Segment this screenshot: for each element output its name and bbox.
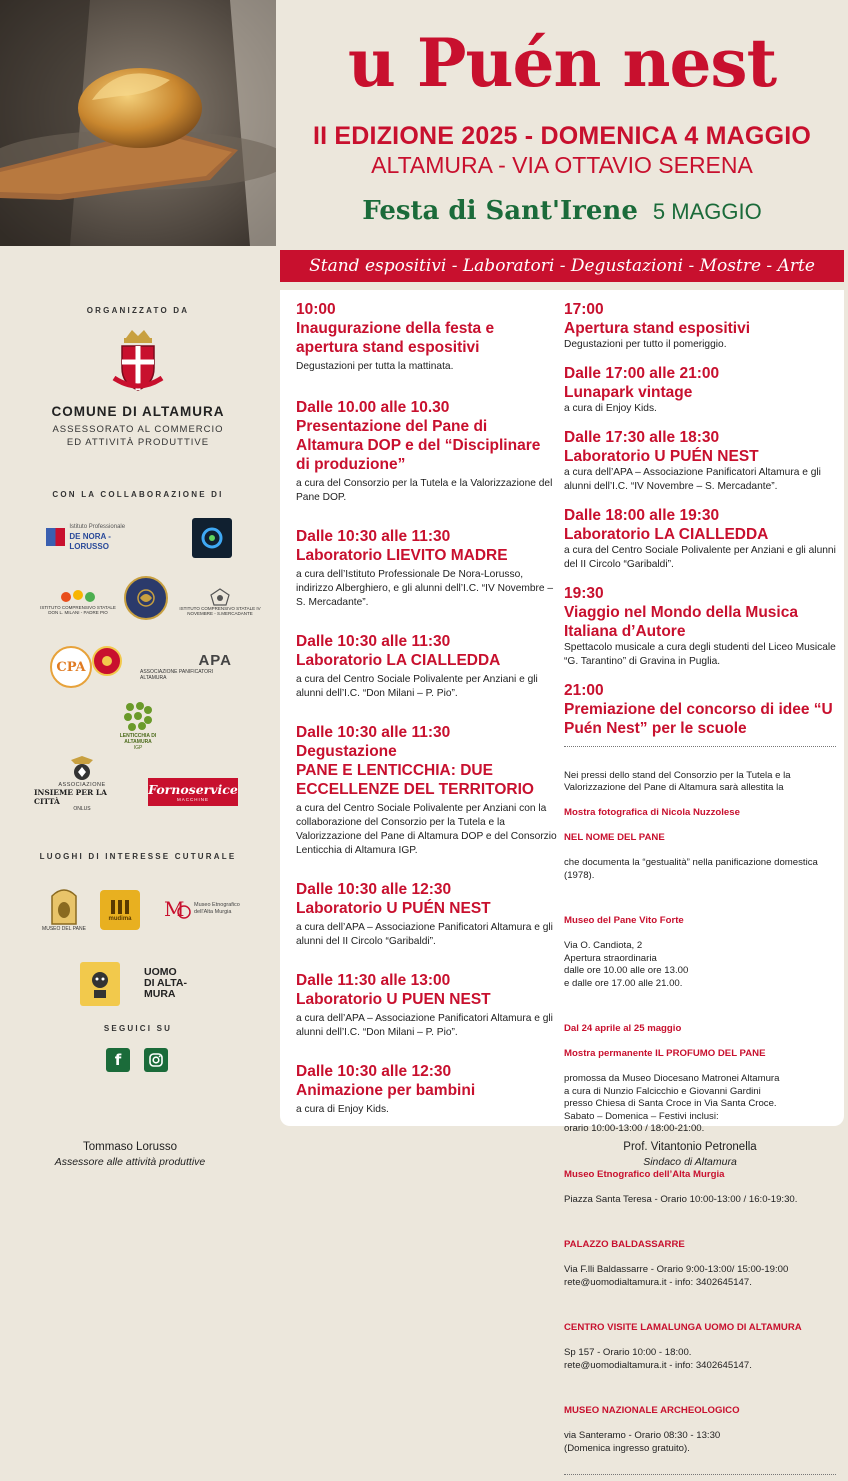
event-time: Dalle 10:30 alle 11:30	[296, 724, 451, 741]
ic-milani-padre-pio-logo	[34, 580, 122, 622]
edition-line: II EDIZIONE 2025 - DOMENICA 4 MAGGIO	[312, 122, 812, 150]
event-title: Animazione per bambini	[296, 1082, 476, 1099]
event-desc: a cura dell’APA – Associazione Panificatori Altamura e gli alunni dell’I.C. “Don Milani – P. Pio”.	[296, 1013, 553, 1038]
altamura-coat-of-arms-icon	[108, 328, 168, 394]
footer	[0, 1130, 848, 1200]
event-time: Dalle 11:30 alle 13:00	[296, 972, 451, 989]
event-time: Dalle 10:30 alle 12:30	[296, 881, 452, 898]
event-title: Viaggio nel Mondo della Musica Italiana d’Autore	[564, 604, 798, 640]
palazzo-title: PALAZZO BALDASSARRE	[564, 1239, 685, 1250]
mostra-subtitle: NEL NOME DEL PANE	[564, 832, 665, 843]
event-desc: a cura di Enjoy Kids.	[296, 1104, 389, 1115]
event-desc: a cura del Consorzio per la Tutela e la Valorizzazione del Pane DOP.	[296, 478, 553, 503]
event-title: Laboratorio LA CIALLEDDA	[564, 526, 769, 543]
event-title: Laboratorio U PUÉN NEST	[564, 448, 759, 465]
event-time: Dalle 10:30 alle 11:30	[296, 528, 451, 545]
insieme-text-3: ONLUS	[73, 806, 91, 812]
ic-iv-novembre-logo	[178, 582, 262, 622]
insieme-per-la-citta-logo	[34, 756, 130, 812]
luoghi-heading: LUOGHI DI INTERESSE CUTURALE	[39, 852, 237, 861]
assessore-role: Assessore alle attività produttive	[54, 1156, 206, 1168]
event-item	[564, 506, 836, 572]
centro-title: CENTRO VISITE LAMALUNGA UOMO DI ALTAMURA	[564, 1322, 802, 1333]
event-desc: a cura del Centro Sociale Polivalente per Anziani e gli alunni dell’I.C. “Don Milani – P. Pio”.	[296, 674, 538, 699]
lenticchia-text: LENTICCHIA DI ALTAMURA	[119, 733, 157, 745]
etno-desc: Piazza Santa Teresa - Orario 10:00-13:00 / 16:0-19:30.	[564, 1193, 798, 1205]
event-time: Dalle 10:30 alle 12:30	[296, 1063, 452, 1080]
event-item	[296, 300, 558, 374]
event-item	[296, 971, 558, 1040]
event-item	[564, 584, 836, 669]
assessorato-line-2: ED ATTIVITÀ PRODUTTIVE	[66, 437, 210, 448]
svg-text:M: M	[164, 897, 185, 921]
apa-sub-text: ASSOCIAZIONE PANIFICATORI ALTAMURA	[140, 668, 214, 681]
event-title-2: PANE E LENTICCHIA: DUE ECCELLENZE DEL TERRITORIO	[296, 762, 534, 798]
lenticchia-logo	[110, 698, 166, 754]
consorzio-seal-icon	[124, 576, 168, 620]
festa-line	[276, 196, 848, 226]
event-desc: a cura dell’APA – Associazione Panificatori Altamura e gli alunni del II Circolo “Garibaldi”.	[296, 922, 553, 947]
morning-program	[296, 300, 558, 1117]
profumo-title: Mostra permanente IL PROFUMO DEL PANE	[564, 1048, 766, 1059]
museo-pane-text: MUSEO DEL PANE	[42, 926, 86, 932]
palazzo-desc: Via F.lli Baldassarre - Orario 9:00-13:00/ 15:00-19:00 rete@uomodialtamura.it - info: 3402645147.	[564, 1264, 789, 1288]
event-time: 17:00	[564, 301, 604, 318]
event-title: Lunapark vintage	[564, 384, 693, 401]
afternoon-program	[564, 300, 836, 1481]
festa-title: Festa di Sant'Irene	[362, 196, 638, 226]
event-item	[296, 723, 558, 858]
event-title: Laboratorio LA CIALLEDDA	[296, 652, 501, 669]
sidebar	[0, 290, 276, 1110]
event-time: Dalle 10:30 alle 11:30	[296, 633, 451, 650]
ic1-text: ISTITUTO COMPRENSIVO STATALE DON L. MILANI - PADRE PIO	[40, 604, 116, 615]
profumo-date: Dal 24 aprile al 25 maggio	[564, 1023, 682, 1034]
event-title: Laboratorio LIEVITO MADRE	[296, 547, 508, 564]
museo-pane-desc: Via O. Candiota, 2 Apertura straordinaria dalle ore 10.00 alle ore 13.00 e dalle ore 17.00 alle 21.00.	[564, 940, 689, 989]
archeo-title: MUSEO NAZIONALE ARCHEOLOGICO	[564, 1405, 740, 1416]
seguici-heading: SEGUICI SU	[103, 1024, 173, 1033]
signature-left	[40, 1140, 220, 1170]
mostra-title: Mostra fotografica di Nicola Nuzzolese	[564, 807, 740, 818]
festa-date: 5 MAGGIO	[652, 199, 762, 224]
apa-logo	[140, 648, 248, 684]
event-title: Premiazione del concorso di idee “U Puén Nest” per le scuole	[564, 701, 833, 737]
event-desc: Spettacolo musicale a cura degli studenti del Liceo Musicale “G. Tarantino” di Gravina in Puglia.	[564, 642, 836, 667]
cpa-logo	[50, 646, 92, 688]
event-title: Degustazione	[296, 743, 397, 760]
comune-name: COMUNE DI ALTAMURA	[51, 404, 225, 419]
event-desc: a cura dell’Istituto Professionale De Nora-Lorusso, indirizzo Alberghiero, e gli alunni dell’I.C. “IV Novembre – S. Mercadante”.	[296, 569, 554, 608]
ic2-text: ISTITUTO COMPRENSIVO STATALE IV NOVEMBRE - S.MERCADANTE	[179, 605, 261, 616]
mudima-logo	[100, 890, 140, 930]
school-emblem-icon	[192, 518, 232, 558]
event-desc: a cura del Centro Sociale Polivalente per Anziani e gli alunni del II Circolo “Garibaldi”.	[564, 545, 836, 570]
event-title: Apertura stand espositivi	[564, 320, 751, 337]
event-item	[296, 632, 558, 701]
insieme-text-1: ASSOCIAZIONE	[58, 782, 106, 788]
activities-banner: Stand espositivi - Laboratori - Degustazioni - Mostre - Arte	[280, 250, 844, 282]
fornoservice-logo	[148, 778, 238, 806]
event-title: Laboratorio U PUEN NEST	[296, 991, 491, 1008]
facebook-icon[interactable]: f	[106, 1048, 130, 1072]
info-section	[564, 757, 836, 1468]
event-time: 19:30	[564, 585, 604, 602]
event-title: Presentazione del Pane di Altamura DOP e del “Disciplinare di produzione”	[296, 418, 541, 473]
lenticchia-igp: IGP	[133, 745, 143, 751]
event-title: Inaugurazione della festa e apertura stand espositivi	[296, 320, 495, 356]
museo-etnografico-logo	[162, 892, 252, 926]
event-item	[564, 300, 836, 352]
event-title: Laboratorio U PUÉN NEST	[296, 900, 491, 917]
cpa-text: CPA	[56, 659, 86, 675]
event-desc: a cura dell’APA – Associazione Panificatori Altamura e gli alunni dell’I.C. “IV Novembre – S. Mercadante”.	[564, 467, 821, 492]
profumo-desc: promossa da Museo Diocesano Matronei Altamura a cura di Nunzio Falcicchio e Giovanni Gardini presso Chiesa di Santa Croce in Via Santa Croce. Sabato – Domenica – Festivi inclusi: orario 10:00-13:00 / 18:00-21:00.	[564, 1073, 780, 1134]
event-desc: a cura del Centro Sociale Polivalente per Anziani con la collaborazione del Consorzio per la Tutela e la Valorizzazione del Pane di Altamura DOP e del Consorzio Lenticchia di Altamura IGP.	[296, 803, 557, 856]
info-intro: Nei pressi dello stand del Consorzio per la Tutela e la Valorizzazione del Pane di Altamura sarà allestita la	[564, 769, 791, 793]
event-time: 10:00	[296, 301, 336, 318]
denora-lorusso-logo	[46, 524, 150, 550]
altamura-mascot-icon	[80, 962, 120, 1006]
organized-by-heading: ORGANIZZATO DA	[86, 306, 190, 315]
instagram-icon[interactable]	[144, 1048, 168, 1072]
event-desc: Degustazioni per tutta la mattinata.	[296, 361, 454, 372]
event-item	[296, 880, 558, 949]
centro-desc: Sp 157 - Orario 10:00 - 18:00. rete@uomodialtamura.it - info: 3402645147.	[564, 1347, 752, 1371]
collaboration-heading: CON LA COLLABORAZIONE DI	[52, 490, 224, 499]
sindaco-name: Prof. Vitantonio Petronella	[623, 1141, 757, 1153]
event-title: u Puén nest	[347, 24, 777, 102]
event-item	[564, 364, 836, 416]
header	[276, 0, 848, 246]
denora-name: DE NORA - LORUSSO	[69, 532, 111, 551]
apa-text: APA	[198, 651, 232, 669]
denora-small-text: Istituto Professionale	[69, 524, 126, 530]
etno-title: Museo Etnografico dell’Alta Murgia	[564, 1168, 725, 1180]
me-text: Museo Etnografico dell'Alta Murgia	[194, 902, 240, 915]
uomo-di-altamura-logo	[144, 958, 200, 1008]
dotted-divider	[564, 746, 836, 747]
event-time: Dalle 10.00 alle 10.30	[296, 399, 450, 416]
event-item	[564, 428, 836, 494]
event-time: 21:00	[564, 682, 604, 699]
mudima-text: mudima	[108, 916, 132, 922]
event-desc: a cura di Enjoy Kids.	[564, 403, 657, 414]
sindaco-role: Sindaco di Altamura	[643, 1156, 737, 1168]
dop-seal-icon	[92, 646, 122, 676]
museo-del-pane-logo	[42, 878, 86, 940]
event-desc: Degustazioni per tutto il pomeriggio.	[564, 339, 727, 350]
event-item	[564, 681, 836, 738]
museo-pane-title: Museo del Pane Vito Forte	[564, 915, 684, 926]
assessorato-line-1: ASSESSORATO AL COMMERCIO	[52, 424, 224, 435]
fornoservice-sub: MACCHINE	[176, 796, 209, 802]
insieme-text-2: INSIEME PER LA CITTÀ	[34, 788, 107, 806]
signature-right	[600, 1140, 780, 1170]
event-time: Dalle 17:30 alle 18:30	[564, 429, 720, 446]
event-item	[296, 527, 558, 610]
bread-photo	[0, 0, 276, 246]
uomo-text: UOMO DI ALTA-MURA	[144, 965, 187, 1000]
archeo-desc: via Santeramo - Orario 08:30 - 13:30 (Domenica ingresso gratuito).	[564, 1430, 721, 1454]
dotted-divider	[564, 1474, 836, 1475]
fornoservice-text: Fornoservice	[148, 781, 238, 797]
event-time: Dalle 18:00 alle 19:30	[564, 507, 720, 524]
location-line: ALTAMURA - VIA OTTAVIO SERENA	[371, 152, 753, 178]
assessore-name: Tommaso Lorusso	[83, 1141, 177, 1153]
event-item	[296, 398, 558, 505]
event-time: Dalle 17:00 alle 21:00	[564, 365, 720, 382]
event-item	[296, 1062, 558, 1117]
mostra-desc: che documenta la “gestualità” nella panificazione domestica (1978).	[564, 857, 818, 881]
